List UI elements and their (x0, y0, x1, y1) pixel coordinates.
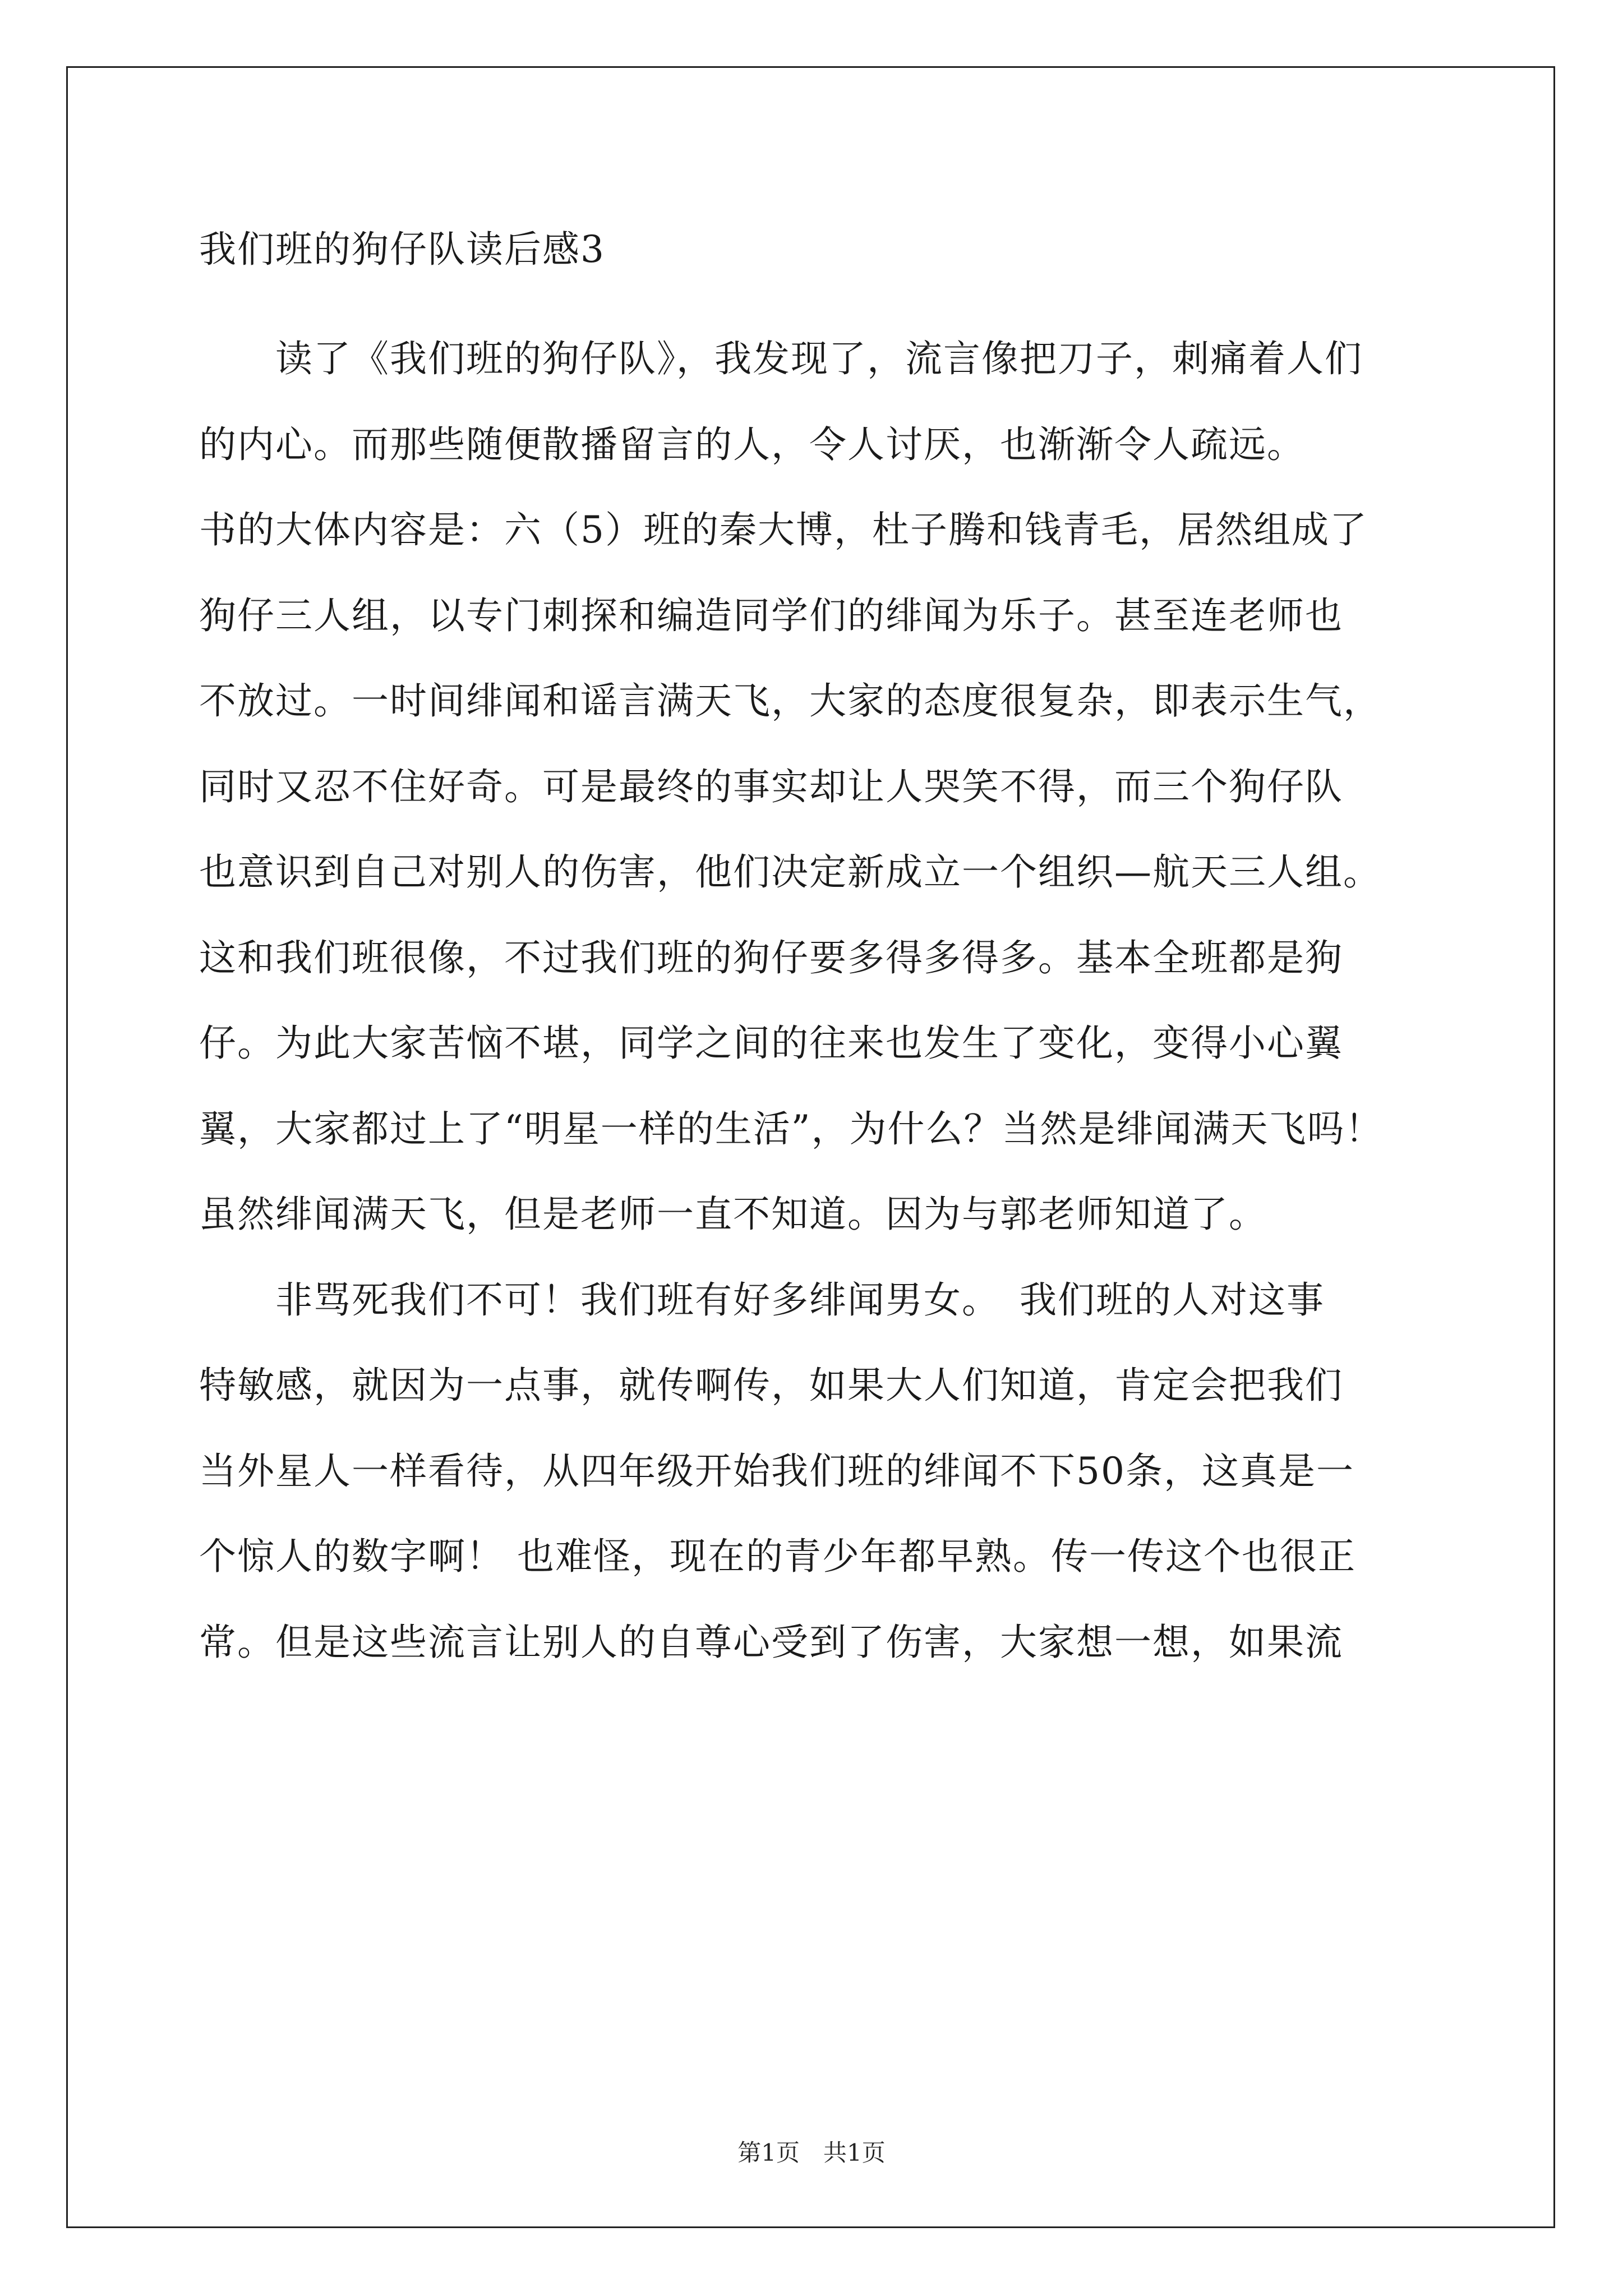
text-line: 这和我们班很像，不过我们班的狗仔要多得多得多。基本全班都是狗 (199, 936, 1343, 979)
text-line: 翼，大家都过上了“明星一样的生活”，为什么？当然是绯闻满天飞吗！ (199, 1107, 1384, 1151)
text-line: 个惊人的数字啊！ 也难怪，现在的青少年都早熟。传一传这个也很正 (199, 1535, 1356, 1578)
text-line: 非骂死我们不可！我们班有好多绯闻男女。 我们班的人对这事 (199, 1278, 1325, 1322)
text-line: 的内心。而那些随便散播留言的人，令人讨厌，也渐渐令人疏远。 (199, 423, 1305, 466)
text-line: 狗仔三人组，以专门刺探和编造同学们的绯闻为乐子。甚至连老师也 (199, 594, 1343, 637)
text-line: 也意识到自己对别人的伤害，他们决定新成立一个组织—航天三人组。 (199, 850, 1381, 894)
text-line: 同时又忍不住好奇。可是最终的事实却让人哭笑不得，而三个狗仔队 (199, 765, 1343, 808)
page-footer: 第1页 共1页 (737, 2139, 886, 2166)
text-line: 虽然绯闻满天飞，但是老师一直不知道。因为与郭老师知道了。 (199, 1193, 1267, 1236)
text-line: 不放过。一时间绯闻和谣言满天飞，大家的态度很复杂，即表示生气， (199, 679, 1381, 723)
text-line: 仔。为此大家苦恼不堪，同学之间的往来也发生了变化，变得小心翼 (199, 1022, 1343, 1065)
text-line: 特敏感，就因为一点事，就传啊传，如果大人们知道，肯定会把我们 (199, 1364, 1343, 1407)
text-line: 当外星人一样看待，从四年级开始我们班的绯闻不下50条，这真是一 (199, 1450, 1354, 1493)
document-title: 我们班的狗仔队读后感3 (199, 228, 605, 271)
text-line: 书的大体内容是：六（5）班的秦大博，杜子腾和钱青毛，居然组成了 (199, 508, 1368, 551)
text-line: 常。但是这些流言让别人的自尊心受到了伤害，大家想一想，如果流 (199, 1621, 1343, 1664)
text-line: 读了《我们班的狗仔队》，我发现了，流言像把刀子，刺痛着人们 (199, 337, 1363, 380)
